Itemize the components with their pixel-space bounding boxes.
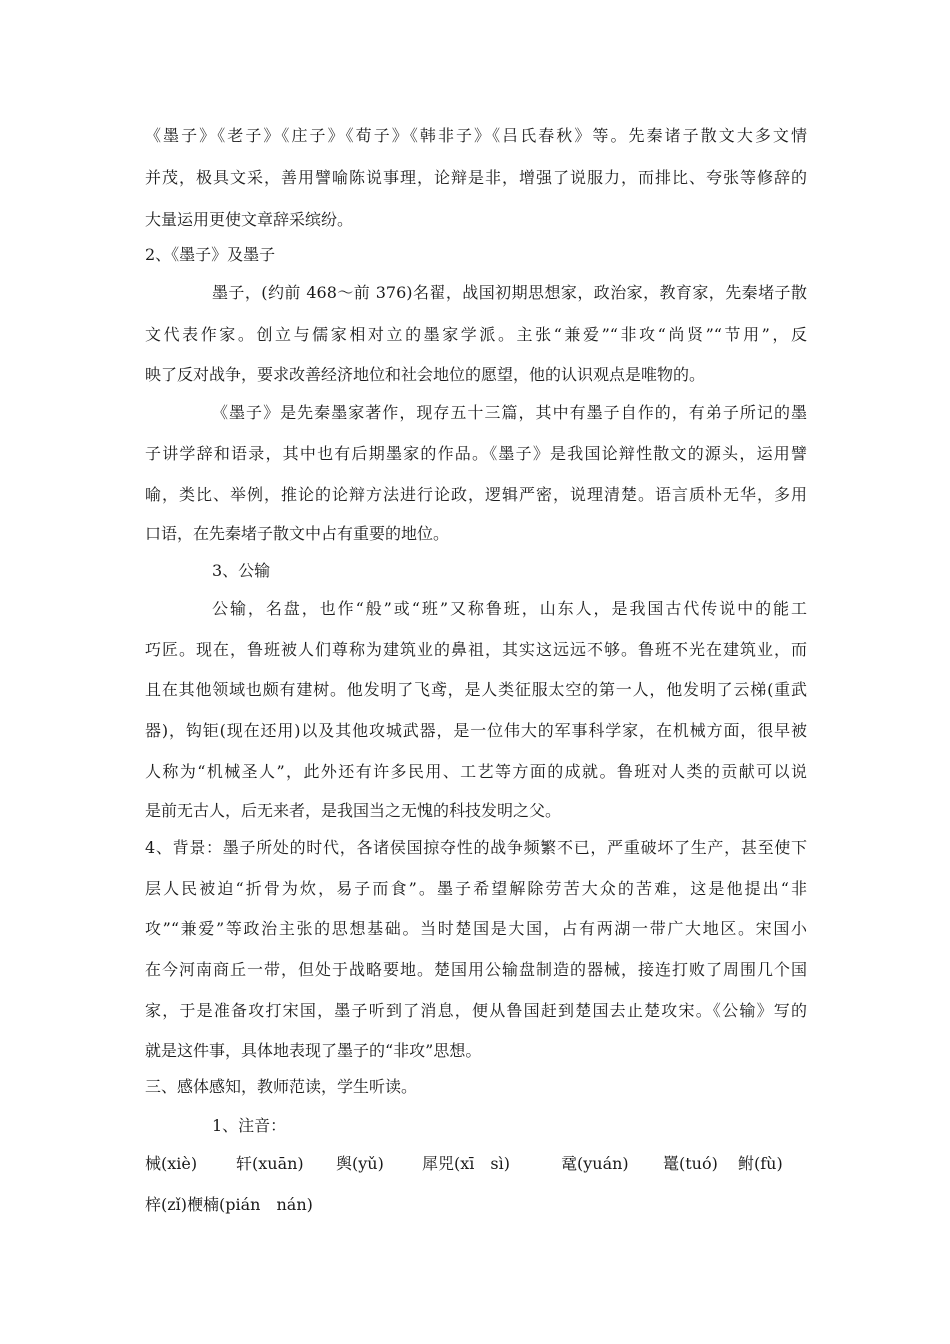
section-heading: 三、感体感知，教师范读，学生听读。 xyxy=(145,1077,418,1096)
pinyin-item: 梓(zǐ)楩楠(pián nán) xyxy=(145,1195,313,1214)
text-line: 《墨子》《老子》《庄子》《荀子》《韩非子》《吕氏春秋》等。先秦诸子散文大多文情 xyxy=(145,126,807,145)
pinyin-item: 犀兕(xī sì) xyxy=(422,1154,510,1173)
text-line: 大量运用更使文章辞采缤纷。 xyxy=(145,210,354,229)
section-heading: 3、公输 xyxy=(212,561,271,580)
pinyin-item: 鼋(yuán) xyxy=(561,1154,629,1173)
text-line: 在今河南商丘一带，但处于战略要地。楚国用公输盘制造的器械，接连打败了周围几个国 xyxy=(145,960,807,979)
text-line: 是前无古人，后无来者，是我国当之无愧的科技发明之父。 xyxy=(145,801,562,820)
text-line: 器)，钩钜(现在还用)以及其他攻城武器，是一位伟大的军事科学家，在机械方面，很早被 xyxy=(145,721,807,740)
pinyin-item: 鲋(fù) xyxy=(738,1154,783,1173)
text-line: 人称为“机械圣人”，此外还有许多民用、工艺等方面的成就。鲁班对人类的贡献可以说 xyxy=(145,762,807,781)
text-line: 文代表作家。创立与儒家相对立的墨家学派。主张“兼爱”“非攻“尚贤”“节用”，反 xyxy=(145,325,807,344)
text-line: 子讲学辞和语录，其中也有后期墨家的作品。《墨子》是我国论辩性散文的源头，运用譬 xyxy=(145,444,807,463)
pinyin-item: 轩(xuān) xyxy=(236,1154,304,1173)
text-line: 喻，类比、举例，推论的论辩方法进行论政，逻辑严密，说理清楚。语言质朴无华，多用 xyxy=(145,485,807,504)
text-line: 攻”“兼爱”等政治主张的思想基础。当时楚国是大国，占有两湖一带广大地区。宋国小 xyxy=(145,919,807,938)
text-line: 4、背景：墨子所处的时代，各诸侯国掠夺性的战争频繁不已，严重破坏了生产，甚至使下 xyxy=(145,838,807,857)
pinyin-row xyxy=(145,1150,807,1178)
text-line: 映了反对战争，要求改善经济地位和社会地位的愿望，他的认识观点是唯物的。 xyxy=(145,365,706,384)
subsection-heading: 1、注音： xyxy=(212,1116,287,1135)
text-line: 口语，在先秦堵子散文中占有重要的地位。 xyxy=(145,524,450,543)
text-line: 公输，名盘，也作“般”或“班”又称鲁班，山东人，是我国古代传说中的能工 xyxy=(212,599,807,618)
text-line: 并茂，极具文采，善用譬喻陈说事理，论辩是非，增强了说服力，而排比、夸张等修辞的 xyxy=(145,168,807,187)
pinyin-item: 械(xiè) xyxy=(145,1154,198,1173)
text-line: 墨子，(约前 468～前 376)名翟，战国初期思想家，政治家，教育家，先秦堵子散 xyxy=(212,283,807,302)
text-line: 且在其他领域也颇有建树。他发明了飞鸢，是人类征服太空的第一人，他发明了云梯(重武 xyxy=(145,680,807,699)
text-line: 《墨子》是先秦墨家著作，现存五十三篇，其中有墨子自作的，有弟子所记的墨 xyxy=(212,403,807,422)
pinyin-item: 舆(yǔ) xyxy=(336,1154,384,1173)
pinyin-item: 鼍(tuó) xyxy=(663,1154,718,1173)
section-heading: 2、《墨子》及墨子 xyxy=(145,245,276,264)
pinyin-row xyxy=(145,1191,807,1219)
text-line: 家，于是准备攻打宋国，墨子听到了消息，便从鲁国赶到楚国去止楚攻宋。《公输》写的 xyxy=(145,1001,807,1020)
text-line: 巧匠。现在，鲁班被人们尊称为建筑业的鼻祖，其实这远远不够。鲁班不光在建筑业，而 xyxy=(145,640,807,659)
text-line: 层人民被迫“折骨为炊，易子而食”。墨子希望解除劳苦大众的苦难，这是他提出“非 xyxy=(145,879,807,898)
text-line: 就是这件事，具体地表现了墨子的“非攻”思想。 xyxy=(145,1041,482,1060)
